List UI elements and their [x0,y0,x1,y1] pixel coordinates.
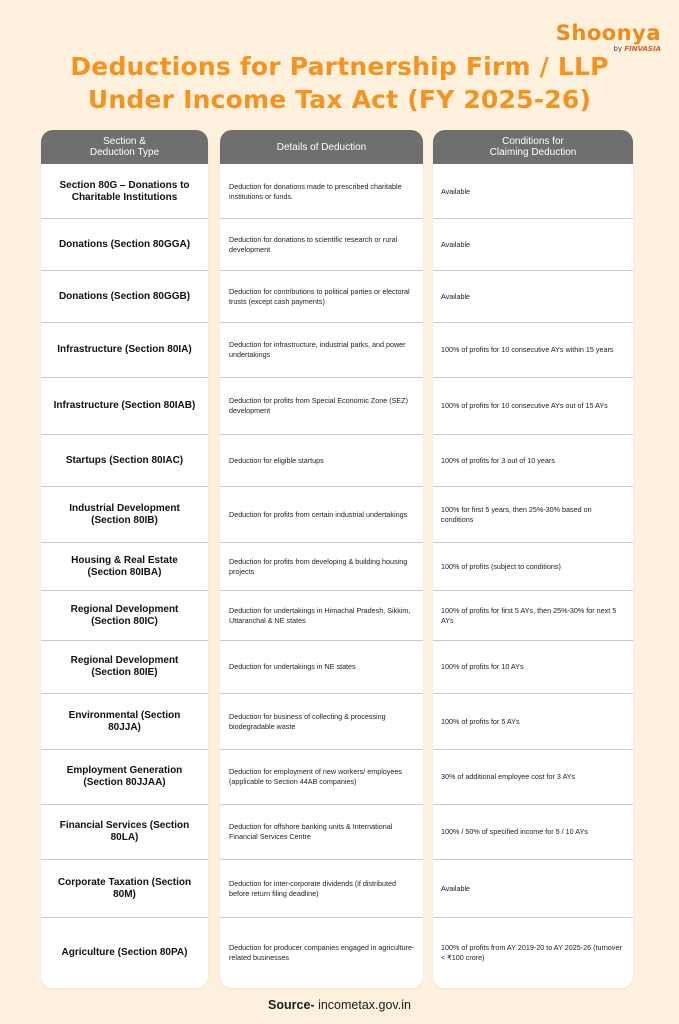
cell-section: Environmental (Section 80JJA) [41,693,208,749]
cell-conditions: 100% of profits (subject to conditions) [433,542,633,590]
cell-section: Infrastructure (Section 80IAB) [41,377,208,434]
cell-conditions: Available [441,187,471,196]
cell-conditions: 100% of profits for 10 consecutive AYs within 15 years [433,322,633,377]
cell-conditions: 100% for first 5 years, then 25%-30% based on conditions [433,486,633,542]
cell-section: Regional Development (Section 80IE) [41,640,208,693]
logo-by: by [613,45,623,53]
cell-section: Section 80G – Donations to Charitable Institutions [59,180,190,203]
page-title [0,50,679,116]
column-header-details: Details of Deduction [220,130,423,164]
cell-conditions: 100% of profits from AY 2019-20 to AY 2025-26 (turnover < ₹100 crore) [433,917,633,988]
cell-section: Regional Development (Section 80IC) [41,590,208,640]
cell-conditions: 30% of additional employee cost for 3 AYs [433,749,633,804]
cell-details: Deduction for eligible startups [220,434,423,486]
cell-details: Deduction for donations to scientific research or rural development [220,218,423,270]
cell-details: Deduction for undertakings in Himachal Pradesh, Sikkim, Uttaranchal & NE states [220,590,423,640]
cell-section: Donations (Section 80GGB) [41,270,208,322]
cell-conditions: Available [433,859,633,917]
cell-section: Startups (Section 80IAC) [41,434,208,486]
column-header-section: Section & Deduction Type [41,130,208,164]
column-conditions [433,130,633,988]
cell-section: Donations (Section 80GGA) [41,218,208,270]
cell-details: Deduction for profits from Special Economic Zone (SEZ) development [220,377,423,434]
cell-details: Deduction for producer companies engaged in agriculture-related businesses [220,917,423,988]
cell-details: Deduction for donations made to prescribed charitable institutions or funds. [229,182,402,201]
title-line-2: Under Income Tax Act (FY 2025-26) [87,85,592,114]
column-section [41,130,208,988]
cell-section: Agriculture (Section 80PA) [41,917,208,988]
cell-details: Deduction for profits from certain industrial undertakings [220,486,423,542]
cell-conditions: Available [433,270,633,322]
cell-details: Deduction for employment of new workers/ employees (applicable to Section 44AB companies) [220,749,423,804]
cell-section: Housing & Real Estate (Section 80IBA) [41,542,208,590]
title-line-1: Deductions for Partnership Firm / LLP [70,52,609,81]
source-note [0,998,679,1012]
column-details [220,130,423,988]
cell-conditions: 100% / 50% of specified income for 5 / 10 AYs [433,804,633,859]
cell-section: Corporate Taxation (Section 80M) [41,859,208,917]
source-value: incometax.gov.in [318,998,411,1012]
cell-details: Deduction for inter-corporate dividends (if distributed before return filing deadline) [220,859,423,917]
cell-section: Industrial Development (Section 80IB) [41,486,208,542]
cell-section: Employment Generation (Section 80JJAA) [41,749,208,804]
cell-conditions: 100% of profits for 5 AYs [433,693,633,749]
cell-details: Deduction for infrastructure, industrial parks, and power undertakings [220,322,423,377]
cell-conditions: 100% of profits for 10 consecutive AYs out of 15 AYs [433,377,633,434]
shoonya-logo [556,22,661,53]
cell-details: Deduction for offshore banking units & International Financial Services Centre [220,804,423,859]
cell-conditions: 100% of profits for first 5 AYs, then 25%-30% for next 5 AYs [433,590,633,640]
logo-wordmark: Shoonya [555,21,661,45]
source-label: Source- [268,998,315,1012]
cell-details: Deduction for contributions to political parties or electoral trusts (except cash payments) [220,270,423,322]
cell-conditions: 100% of profits for 10 AYs [433,640,633,693]
cell-section: Infrastructure (Section 80IA) [41,322,208,377]
cell-conditions: 100% of profits for 3 out of 10 years [433,434,633,486]
cell-details: Deduction for undertakings in NE states [220,640,423,693]
cell-section: Financial Services (Section 80LA) [41,804,208,859]
cell-details: Deduction for business of collecting & processing biodegradable waste [220,693,423,749]
column-header-conditions: Conditions for Claiming Deduction [433,130,633,164]
logo-brand: FINVASIA [624,45,661,53]
cell-details: Deduction for profits from developing & building housing projects [220,542,423,590]
cell-conditions: Available [433,218,633,270]
